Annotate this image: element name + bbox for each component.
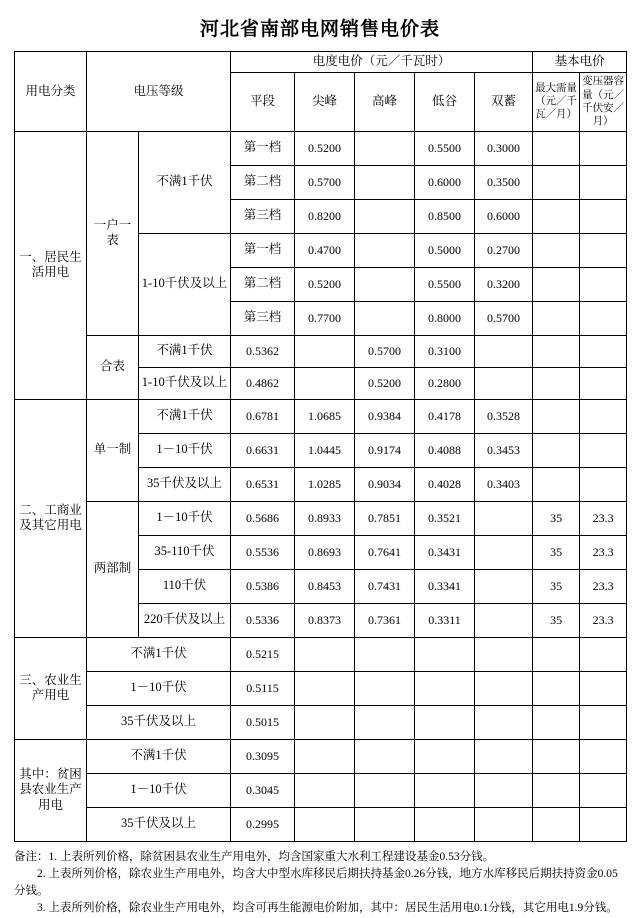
price-low: 0.3431 [415,535,475,569]
price-dual [475,739,533,773]
price-peak [355,301,415,335]
price-high: 0.7641 [355,535,415,569]
voltage-label: 35千伏及以上 [87,807,231,841]
price-max-demand [580,199,627,233]
price-transformer-capacity [580,335,627,367]
voltage-label: 1－10千伏 [87,671,231,705]
price-high: 0.8000 [415,301,475,335]
price-dual [475,705,533,739]
price-high: 0.5200 [355,367,415,399]
tier-label: 第三档 [231,301,295,335]
voltage-label: 35-110千伏 [139,535,231,569]
tier-label: 第三档 [231,199,295,233]
price-high: 0.5500 [415,267,475,301]
price-high: 0.5500 [415,131,475,165]
voltage-label: 不满1千伏 [139,399,231,433]
voltage-label: 不满1千伏 [87,739,231,773]
price-max-demand: 35 [533,501,580,535]
voltage-label: 220千伏及以上 [139,603,231,637]
price-low [415,637,475,671]
header-high: 高峰 [355,72,415,131]
price-max-demand: 35 [533,535,580,569]
price-dual [475,603,533,637]
price-transformer-capacity [580,705,627,739]
table-row [15,671,627,705]
notes-block [14,849,626,918]
price-peak: 0.8373 [295,603,355,637]
price-max-demand [580,301,627,335]
price-low: 0.3311 [415,603,475,637]
price-peak: 0.8693 [295,535,355,569]
table-row [15,637,627,671]
table-row [15,501,627,535]
tier-label: 第一档 [231,233,295,267]
price-high [355,807,415,841]
price-dual [475,335,533,367]
table-row [15,335,627,367]
price-dual: 0.3453 [475,433,533,467]
category-poverty-county-agriculture: 其中：贫困县农业生产用电 [15,739,87,841]
price-max-demand [533,807,580,841]
price-dual [533,233,580,267]
price-high [355,637,415,671]
price-high: 0.7361 [355,603,415,637]
price-low: 0.3500 [475,165,533,199]
voltage-1-10kv-and-above: 1-10千伏及以上 [139,233,231,335]
table-row [15,399,627,433]
voltage-label: 1-10千伏及以上 [139,367,231,399]
price-max-demand [580,131,627,165]
price-dual [475,637,533,671]
header-peak: 尖峰 [295,72,355,131]
subgroup-single-system: 单一制 [87,399,139,501]
price-low [415,773,475,807]
category-residential: 一、居民生活用电 [15,131,87,399]
price-dual [475,773,533,807]
price-flat: 0.3045 [231,773,295,807]
subgroup-two-part: 两部制 [87,501,139,637]
price-high: 0.5000 [415,233,475,267]
price-flat: 0.5700 [295,165,355,199]
table-row [15,773,627,807]
price-transformer-capacity [580,367,627,399]
price-dual [533,267,580,301]
header-basic-price-group: 基本电价 [533,52,627,73]
price-peak [355,233,415,267]
category-industrial: 二、工商业及其它用电 [15,399,87,637]
voltage-label: 1－10千伏 [139,501,231,535]
price-peak [295,335,355,367]
voltage-label: 1－10千伏 [139,433,231,467]
electricity-price-table [14,51,627,842]
voltage-label: 110千伏 [139,569,231,603]
price-transformer-capacity [580,433,627,467]
table-row [15,131,627,165]
header-voltage: 电压等级 [87,52,231,132]
price-transformer-capacity: 23.3 [580,535,627,569]
header-transformer-capacity: 变压器容量（元／千伏安／月） [580,72,627,131]
price-max-demand [533,705,580,739]
price-transformer-capacity: 23.3 [580,501,627,535]
price-dual [475,671,533,705]
price-max-demand: 35 [533,603,580,637]
tier-label: 第一档 [231,131,295,165]
price-max-demand [580,233,627,267]
price-max-demand [533,433,580,467]
price-dual [475,535,533,569]
price-low [415,671,475,705]
price-low: 0.5700 [475,301,533,335]
price-flat: 0.8200 [295,199,355,233]
price-transformer-capacity [580,467,627,501]
price-low: 0.4088 [415,433,475,467]
price-high: 0.7851 [355,501,415,535]
price-max-demand [533,335,580,367]
note-1: 备注：1. 上表所列价格，除贫困县农业生产用电外，均含国家重大水利工程建设基金0.53分钱。 [14,850,495,863]
price-flat: 0.4700 [295,233,355,267]
price-flat: 0.5536 [231,535,295,569]
tier-label: 第二档 [231,165,295,199]
price-peak [295,773,355,807]
price-max-demand [533,739,580,773]
price-dual [533,165,580,199]
price-transformer-capacity: 23.3 [580,569,627,603]
price-low: 0.2700 [475,233,533,267]
price-low [415,739,475,773]
price-transformer-capacity: 23.3 [580,603,627,637]
price-flat: 0.5215 [231,637,295,671]
category-agriculture: 三、农业生产用电 [15,637,87,739]
price-max-demand [580,267,627,301]
price-flat: 0.5362 [231,335,295,367]
price-dual [475,807,533,841]
subgroup-one-meter: 一户一表 [87,131,139,335]
price-dual [533,131,580,165]
price-flat: 0.3095 [231,739,295,773]
price-peak [295,807,355,841]
price-dual [475,569,533,603]
price-max-demand [533,773,580,807]
price-low: 0.3100 [415,335,475,367]
header-dual: 双蓄 [475,72,533,131]
price-peak: 1.0285 [295,467,355,501]
price-flat: 0.5200 [295,267,355,301]
price-low: 0.4028 [415,467,475,501]
price-max-demand [533,637,580,671]
price-flat: 0.4862 [231,367,295,399]
price-peak: 1.0685 [295,399,355,433]
price-high: 0.9384 [355,399,415,433]
table-mount [14,51,626,842]
table-row [15,807,627,841]
price-peak [295,671,355,705]
price-dual [533,199,580,233]
tier-label: 第二档 [231,267,295,301]
price-peak [295,705,355,739]
price-low: 0.3341 [415,569,475,603]
price-dual: 0.3403 [475,467,533,501]
price-flat: 0.5686 [231,501,295,535]
price-high: 0.9034 [355,467,415,501]
price-flat: 0.5386 [231,569,295,603]
header-max-demand: 最大需量（元／千瓦／月） [533,72,580,131]
price-peak [295,739,355,773]
price-high [355,671,415,705]
price-low: 0.3521 [415,501,475,535]
price-high [355,773,415,807]
price-low [415,705,475,739]
price-dual: 0.3528 [475,399,533,433]
price-max-demand [533,671,580,705]
price-max-demand [580,165,627,199]
table-row [15,705,627,739]
price-max-demand [533,399,580,433]
price-flat: 0.2995 [231,807,295,841]
price-transformer-capacity [580,399,627,433]
price-flat: 0.5115 [231,671,295,705]
header-low: 低谷 [415,72,475,131]
header-category: 用电分类 [15,52,87,132]
subgroup-combined-meter: 合表 [87,335,139,399]
table-header-row-1 [15,52,627,73]
voltage-label: 1－10千伏 [87,773,231,807]
price-dual [475,367,533,399]
price-max-demand [533,367,580,399]
header-energy-price-group: 电度电价（元／千瓦时） [231,52,533,73]
price-high: 0.7431 [355,569,415,603]
voltage-label: 35千伏及以上 [139,467,231,501]
voltage-label: 不满1千伏 [139,335,231,367]
header-flat: 平段 [231,72,295,131]
price-dual [475,501,533,535]
note-2: 2. 上表所列价格，除农业生产用电外，均含大中型水库移民后期扶持基金0.26分钱，地方水库移民后期扶持资金0.05分钱。 [14,867,618,898]
price-peak: 1.0445 [295,433,355,467]
price-low: 0.2800 [415,367,475,399]
price-peak [355,165,415,199]
price-flat: 0.5200 [295,131,355,165]
price-flat: 0.5336 [231,603,295,637]
price-max-demand [533,467,580,501]
voltage-label: 35千伏及以上 [87,705,231,739]
voltage-label: 不满1千伏 [87,637,231,671]
price-flat: 0.6781 [231,399,295,433]
price-high: 0.6000 [415,165,475,199]
price-peak [355,199,415,233]
voltage-under-1kv: 不满1千伏 [139,131,231,233]
price-transformer-capacity [580,637,627,671]
price-high: 0.9174 [355,433,415,467]
price-flat: 0.6631 [231,433,295,467]
price-peak: 0.8453 [295,569,355,603]
price-transformer-capacity [580,807,627,841]
note-3: 3. 上表所列价格，除农业生产用电外，均含可再生能源电价附加，其中：居民生活用电0.1分钱，其它用电1.9分钱。 [37,902,618,915]
price-low: 0.3000 [475,131,533,165]
page-title: 河北省南部电网销售电价表 [199,19,440,40]
price-high: 0.5700 [355,335,415,367]
price-peak [295,367,355,399]
price-flat: 0.7700 [295,301,355,335]
price-flat: 0.5015 [231,705,295,739]
price-dual [533,301,580,335]
price-peak [355,267,415,301]
price-low: 0.3200 [475,267,533,301]
price-high: 0.8500 [415,199,475,233]
price-high [355,705,415,739]
price-transformer-capacity [580,773,627,807]
price-low: 0.4178 [415,399,475,433]
price-low [415,807,475,841]
price-low: 0.6000 [475,199,533,233]
price-flat: 0.6531 [231,467,295,501]
price-transformer-capacity [580,739,627,773]
price-peak [295,637,355,671]
price-max-demand: 35 [533,569,580,603]
price-high [355,739,415,773]
price-peak: 0.8933 [295,501,355,535]
price-peak [355,131,415,165]
price-transformer-capacity [580,671,627,705]
table-row [15,739,627,773]
